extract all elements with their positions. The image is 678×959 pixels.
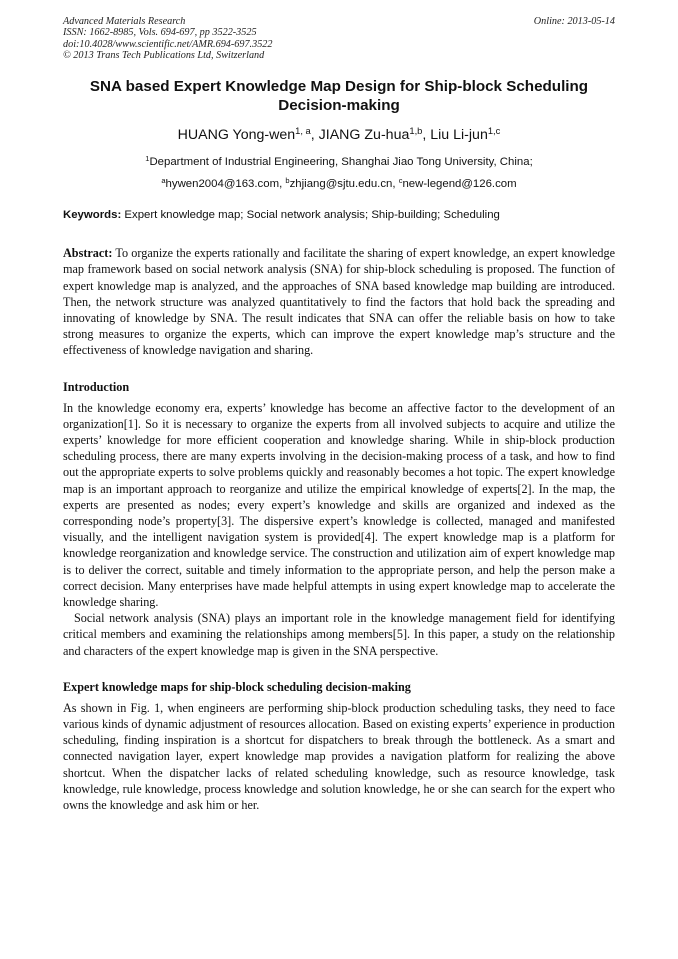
email-address[interactable]: new-legend@126.com <box>402 178 517 191</box>
body-paragraph: Social network analysis (SNA) plays an important role in the knowledge management field for identifying critical members and examining the relationships among members[5]. In this paper, a study on the relationship and characters of the expert knowledge map is given in the SNA perspective. <box>63 611 615 658</box>
email-list: $^a$hywen2004@163.com, $^b$zhjiang@sjtu.edu.cn, $^c$new-legend@126.com <box>161 176 517 191</box>
section-heading: Introduction <box>63 379 130 394</box>
journal-name: Advanced Materials Research <box>63 16 186 27</box>
section-heading: Expert knowledge maps for ship-block scheduling decision-making <box>63 679 411 694</box>
paper-page <box>63 16 615 813</box>
journal-doi: doi:10.4028/www.scientific.net/AMR.694-697.3522 <box>63 38 273 50</box>
journal-header <box>63 16 615 61</box>
body-paragraph: In the knowledge economy era, experts’ knowledge has become an affective factor to the development of an organization[1]. So it is necessary to organize the experts from all involved subjects to acquire and utilize the experts’ knowledge for more efficient cooperation and knowledge sharing. While in ship-block production scheduling process, there are many experts involving in the decision-making process of a task, and how to find out the appropriate experts to solve problems quickly and reasonably becomes a hot topic. The expert knowledge map is an important approach to reorganize and utilize the empirical knowledge of experts[2]. In the map, the experts are presented as nodes; every expert’s knowledge and skills are organized and indexed as the corresponding node’s property[3]. The dispersive expert’s knowledge is collected, managed and manifested visually, and the intelligent navigation system is provided[4]. The expert knowledge map is a platform for knowledge reorganization and knowledge service. The construction and utilization aim of expert knowledge map is to deliver the correct, suitable and timely information to the appropriate person, and help the person make a correct decision. Many enterprises have made helpful attempts in using expert knowledge map to accelerate the knowledge sharing. <box>63 400 615 610</box>
section-introduction <box>63 379 615 659</box>
keywords <box>63 208 615 223</box>
author-affiliation-mark: 1,b <box>409 126 423 137</box>
affiliation <box>63 154 615 170</box>
abstract-text: To organize the experts rationally and facilitate the sharing of expert knowledge, an expert knowledge map framework based on social network analysis (SNA) for ship-block scheduling is proposed. The function of expert knowledge map is analyzed, and the approaches of SNA based knowledge map building are introduced. Then, the network structure was analyzed quantitatively to find the factors that hold back the spreading and innovating of knowledge by SNA. The result indicates that SNA can offer the reliable basis on how to take strong measures to organize the experts, which can improve the expert knowledge map’s structure and the effectiveness of knowledge navigation and sharing. <box>63 246 615 358</box>
online-date: Online: 2013-05-14 <box>533 16 615 27</box>
author-list: HUANG Yong-wen$^{1, a}$, JIANG Zu-hua$^{1,b}$, Liu Li-jun$^{1,c}$ <box>177 126 501 144</box>
email-mark: c <box>398 176 403 186</box>
author-affiliation-mark: 1, a <box>295 126 311 137</box>
author-affiliation-mark: 1,c <box>487 126 501 137</box>
email-address[interactable]: zhjiang@sjtu.edu.cn <box>289 178 393 191</box>
section-expert-knowledge-maps <box>63 679 615 813</box>
abstract <box>63 245 615 358</box>
keywords-text: Expert knowledge map; Social network analysis; Ship-building; Scheduling <box>124 209 500 222</box>
abstract-label: Abstract: <box>63 246 113 261</box>
author-name: HUANG Yong-wen <box>177 127 296 144</box>
email-mark: b <box>285 176 290 186</box>
journal-issn: ISSN: 1662-8985, Vols. 694-697, pp 3522-3525 <box>63 27 257 39</box>
paper-title: SNA based Expert Knowledge Map Design for Ship-block Scheduling Decision-making <box>89 78 589 115</box>
keywords-label: Keywords: <box>63 209 122 222</box>
author-name: Liu Li-jun <box>430 127 488 144</box>
affiliation-mark: 1 <box>145 154 150 164</box>
journal-copyright: © 2013 Trans Tech Publications Ltd, Switzerland <box>63 49 265 61</box>
affiliation-text: Department of Industrial Engineering, Shanghai Jiao Tong University, China; <box>149 156 533 169</box>
email-address[interactable]: hywen2004@163.com <box>165 178 280 191</box>
body-paragraph: As shown in Fig. 1, when engineers are performing ship-block production scheduling tasks, they need to face various kinds of dynamic adjustment of resources allocation. Based on existing experts’ experience in production scheduling, finding inspiration is a shortcut for dispatchers to break through the bottleneck. As a smart and connected navigation layer, expert knowledge map provides a navigation platform for realizing the above shortcut. When the dispatcher lacks of related scheduling knowledge, such as resource knowledge, task knowledge, rule knowledge, process knowledge and solution knowledge, he or she can search for the expert who owns the knowledge and ask him or her. <box>63 700 615 813</box>
email-mark: a <box>161 176 166 186</box>
author-name: JIANG Zu-hua <box>318 127 410 144</box>
